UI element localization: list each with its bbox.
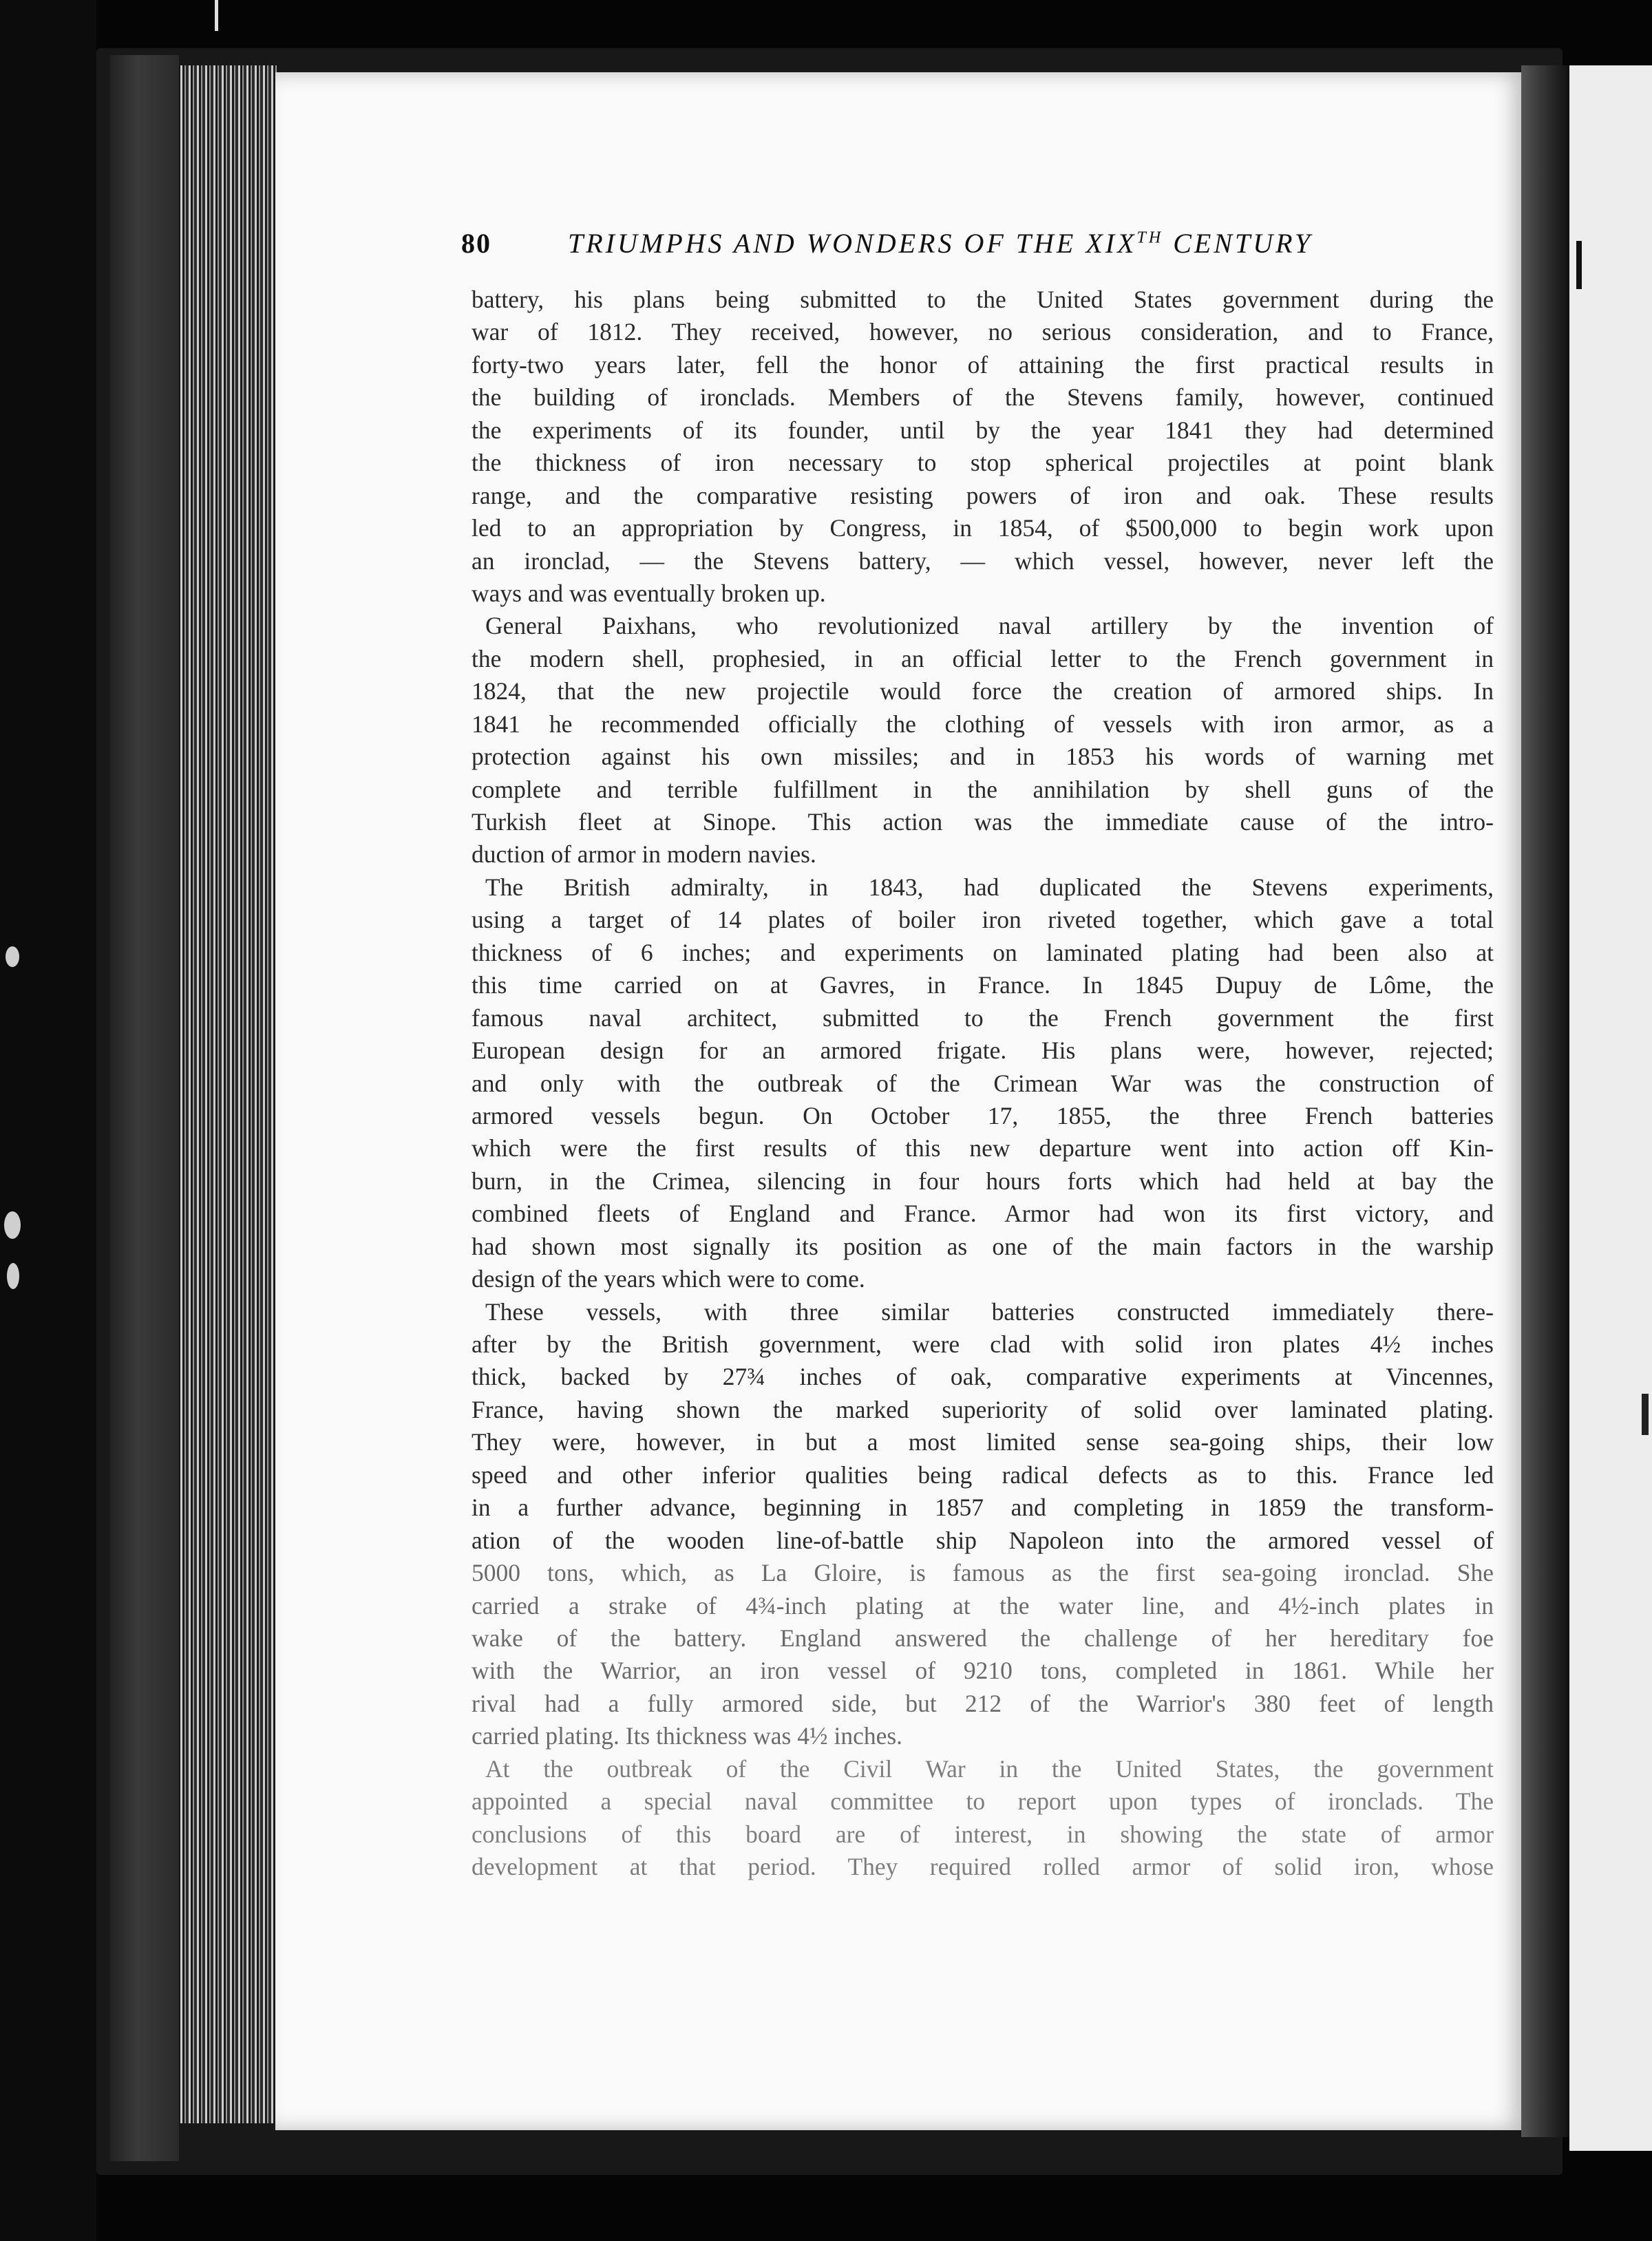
scan-speck (7, 1263, 19, 1289)
text-line: this time carried on at Gavres, in France. In 1845 Dupuy de Lôme, the (472, 971, 1494, 999)
text-line: war of 1812. They received, however, no serious consideration, and to France, (472, 318, 1494, 346)
text-line: combined fleets of England and France. Armor had won its first victory, and (472, 1200, 1494, 1228)
text-line: speed and other inferior qualities being radical defects as to this. France led (472, 1461, 1494, 1489)
paragraph-first-line: At the outbreak of the Civil War in the United States, the government (485, 1754, 1494, 1783)
text-line: thickness of 6 inches; and experiments on laminated plating had been also at (472, 938, 1494, 966)
text-line: 5000 tons, which, as La Gloire, is famous as the first sea-going ironclad. She (472, 1559, 1494, 1587)
text-line: the building of ironclads. Members of the Stevens family, however, continued (472, 383, 1494, 412)
facing-page-mark (1576, 241, 1582, 289)
text-line: Turkish fleet at Sinope. This action was the immediate cause of the intro- (472, 808, 1494, 836)
scan-speck (6, 946, 19, 967)
page-number: 80 (461, 228, 491, 259)
text-line: led to an appropriation by Congress, in 1854, of $500,000 to begin work upon (472, 514, 1494, 542)
scan-artifact-top (215, 0, 218, 31)
text-line: European design for an armored frigate. His plans were, however, rejected; (472, 1037, 1494, 1065)
text-line: rival had a fully armored side, but 212 of the Warrior's 380 feet of length (472, 1689, 1494, 1717)
text-line: carried a strake of 4¾-inch plating at the water line, and 4½-inch plates in (472, 1591, 1494, 1619)
running-head-superscript: TH (1136, 229, 1164, 247)
text-line: an ironclad, — the Stevens battery, — which vessel, however, never left the (472, 546, 1494, 575)
body-text (472, 284, 1494, 1935)
running-head-title-end: CENTURY (1163, 228, 1313, 259)
text-line: 1824, that the new projectile would force the creation of armored ships. In (472, 677, 1494, 705)
text-line: France, having shown the marked superiority of solid over laminated plating. (472, 1395, 1494, 1423)
facing-page-mark (1642, 1394, 1649, 1435)
paragraph-first-line: These vessels, with three similar batteries constructed immediately there- (485, 1297, 1494, 1326)
running-head-title (568, 227, 1313, 259)
text-line: the experiments of its founder, until by the year 1841 they had determined (472, 416, 1494, 444)
running-head-title-main: TRIUMPHS AND WONDERS OF THE XIX (568, 228, 1137, 259)
text-line: protection against his own missiles; and in 1853 his words of warning met (472, 743, 1494, 771)
text-line: range, and the comparative resisting powers of iron and oak. These results (472, 481, 1494, 509)
page-edges (180, 65, 277, 2123)
text-line: 1841 he recommended officially the clothing of vessels with iron armor, as a (472, 710, 1494, 738)
text-line: ways and was eventually broken up. (472, 579, 826, 607)
text-line: armored vessels begun. On October 17, 1855, the three French batteries (472, 1101, 1494, 1129)
text-line: and only with the outbreak of the Crimean War was the construction of (472, 1069, 1494, 1097)
scan-speck (4, 1211, 21, 1239)
text-line: appointed a special naval committee to report upon types of ironclads. The (472, 1787, 1494, 1816)
text-line: forty-two years later, fell the honor of attaining the first practical results in (472, 350, 1494, 379)
text-line: burn, in the Crimea, silencing in four hours forts which had held at bay the (472, 1167, 1494, 1195)
text-line: battery, his plans being submitted to the United States government during the (472, 286, 1494, 313)
text-line: conclusions of this board are of interest, in showing the state of armor (472, 1820, 1494, 1848)
facing-page-edge (1569, 65, 1652, 2151)
text-line: complete and terrible fulfillment in the annihilation by shell guns of the (472, 775, 1494, 803)
text-line: duction of armor in modern navies. (472, 840, 816, 869)
scan-background-left (0, 0, 96, 2241)
text-line: wake of the battery. England answered the challenge of her hereditary foe (472, 1624, 1494, 1652)
text-line: thick, backed by 27¾ inches of oak, comparative experiments at Vincennes, (472, 1363, 1494, 1391)
text-line: design of the years which were to come. (472, 1265, 865, 1293)
text-line: famous naval architect, submitted to the French government the first (472, 1003, 1494, 1032)
text-line: carried plating. Its thickness was 4½ inches. (472, 1722, 903, 1750)
text-line: the thickness of iron necessary to stop spherical projectiles at point blank (472, 449, 1494, 477)
text-line: development at that period. They required rolled armor of solid iron, whose (472, 1853, 1494, 1880)
running-head (461, 227, 1404, 268)
book-gutter (1521, 65, 1569, 2137)
book-board-edge (110, 55, 179, 2161)
text-line: had shown most signally its position as one of the main factors in the warship (472, 1232, 1494, 1260)
paragraph-first-line: General Paixhans, who revolutionized naval artillery by the invention of (485, 612, 1494, 640)
text-line: They were, however, in but a most limited sense sea-going ships, their low (472, 1428, 1494, 1456)
text-line: ation of the wooden line-of-battle ship Napoleon into the armored vessel of (472, 1526, 1494, 1554)
text-line: which were the first results of this new departure went into action off Kin- (472, 1134, 1494, 1162)
paragraph-first-line: The British admiralty, in 1843, had duplicated the Stevens experiments, (485, 873, 1494, 901)
text-line: with the Warrior, an iron vessel of 9210 tons, completed in 1861. While her (472, 1657, 1494, 1685)
text-line: after by the British government, were clad with solid iron plates 4½ inches (472, 1330, 1494, 1358)
text-line: in a further advance, beginning in 1857 and completing in 1859 the transform- (472, 1494, 1494, 1522)
text-line: the modern shell, prophesied, in an official letter to the French government in (472, 644, 1494, 672)
text-line: using a target of 14 plates of boiler iron riveted together, which gave a total (472, 906, 1494, 934)
